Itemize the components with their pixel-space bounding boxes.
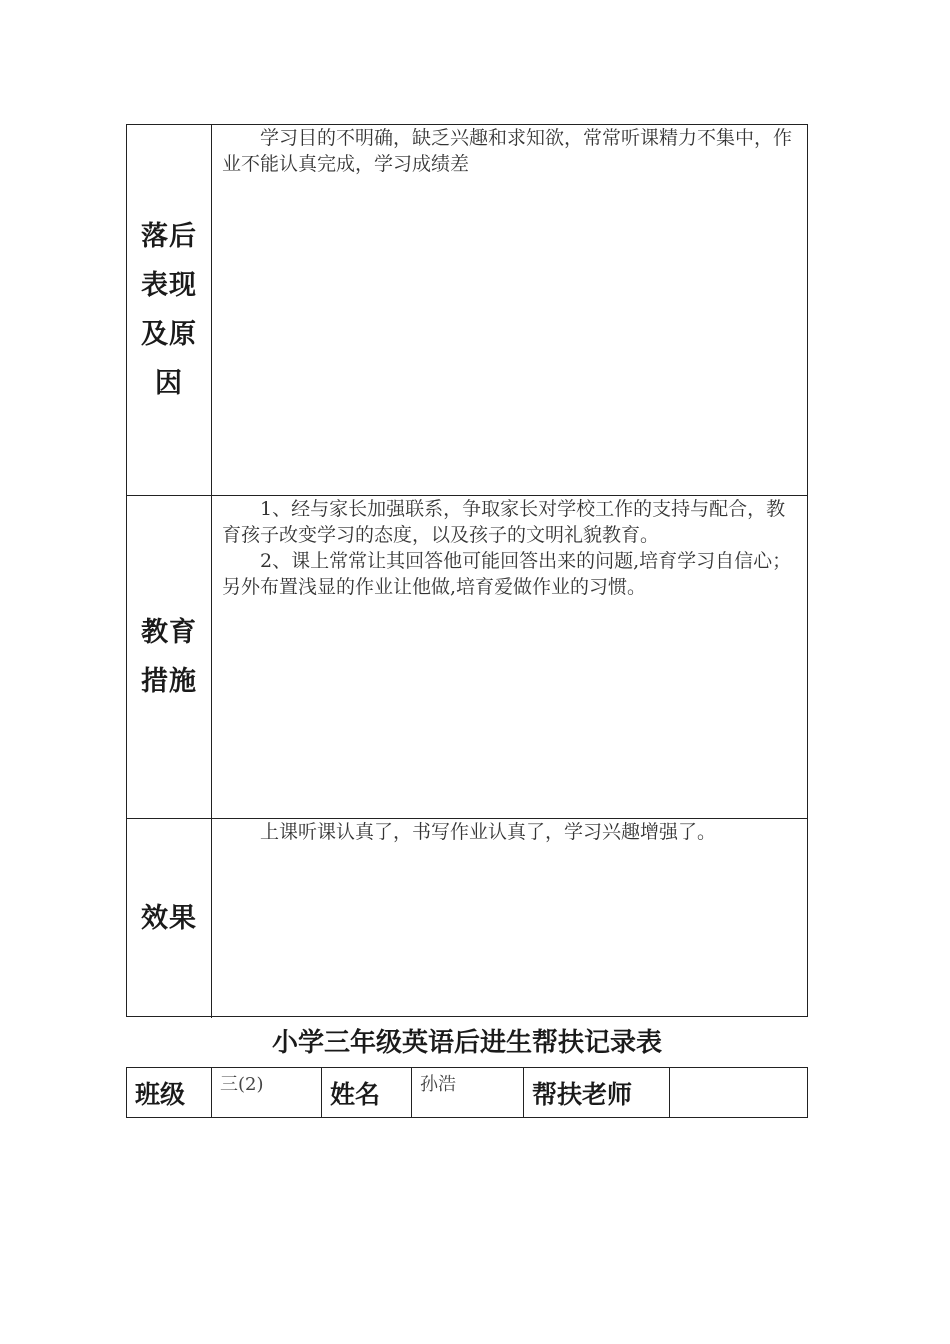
class-label: 班级 [127,1068,212,1117]
teacher-label: 帮扶老师 [524,1068,670,1117]
name-label: 姓名 [322,1068,412,1117]
row-effect [127,819,807,1018]
measure-item-2: 2、课上常常让其回答他可能回答出来的问题,培育学习自信心；另外布置浅显的作业让他做,培育爱做作业的习惯。 [222,550,792,598]
measure-item-1: 1、经与家长加强联系，争取家长对学校工作的支持与配合，教育孩子改变学习的态度，以及孩子的文明礼貌教育。 [222,498,786,546]
label-cell [127,819,212,1018]
label-cell [127,125,212,495]
label-cell [127,496,212,818]
row-education-measures [127,496,807,819]
info-table [126,1067,808,1118]
education-measures-label: 教育措施 [141,617,197,697]
content-cell [212,819,807,1018]
row-lag-reason [127,125,807,496]
lag-reason-label: 落后表现及原因 [141,221,197,399]
record-table [126,124,808,1017]
document-title: 小学三年级英语后进生帮扶记录表 [271,1028,662,1058]
content-cell [212,496,807,818]
effect-label: 效果 [141,902,197,934]
teacher-value [670,1068,807,1117]
class-value: 三(2) [212,1068,322,1117]
effect-text: 上课听课认真了，书写作业认真了，学习兴趣增强了。 [260,821,717,843]
lag-reason-text: 学习目的不明确，缺乏兴趣和求知欲，常常听课精力不集中，作业不能认真完成，学习成绩差 [222,127,793,175]
content-cell [212,125,807,495]
name-value: 孙浩 [412,1068,524,1117]
